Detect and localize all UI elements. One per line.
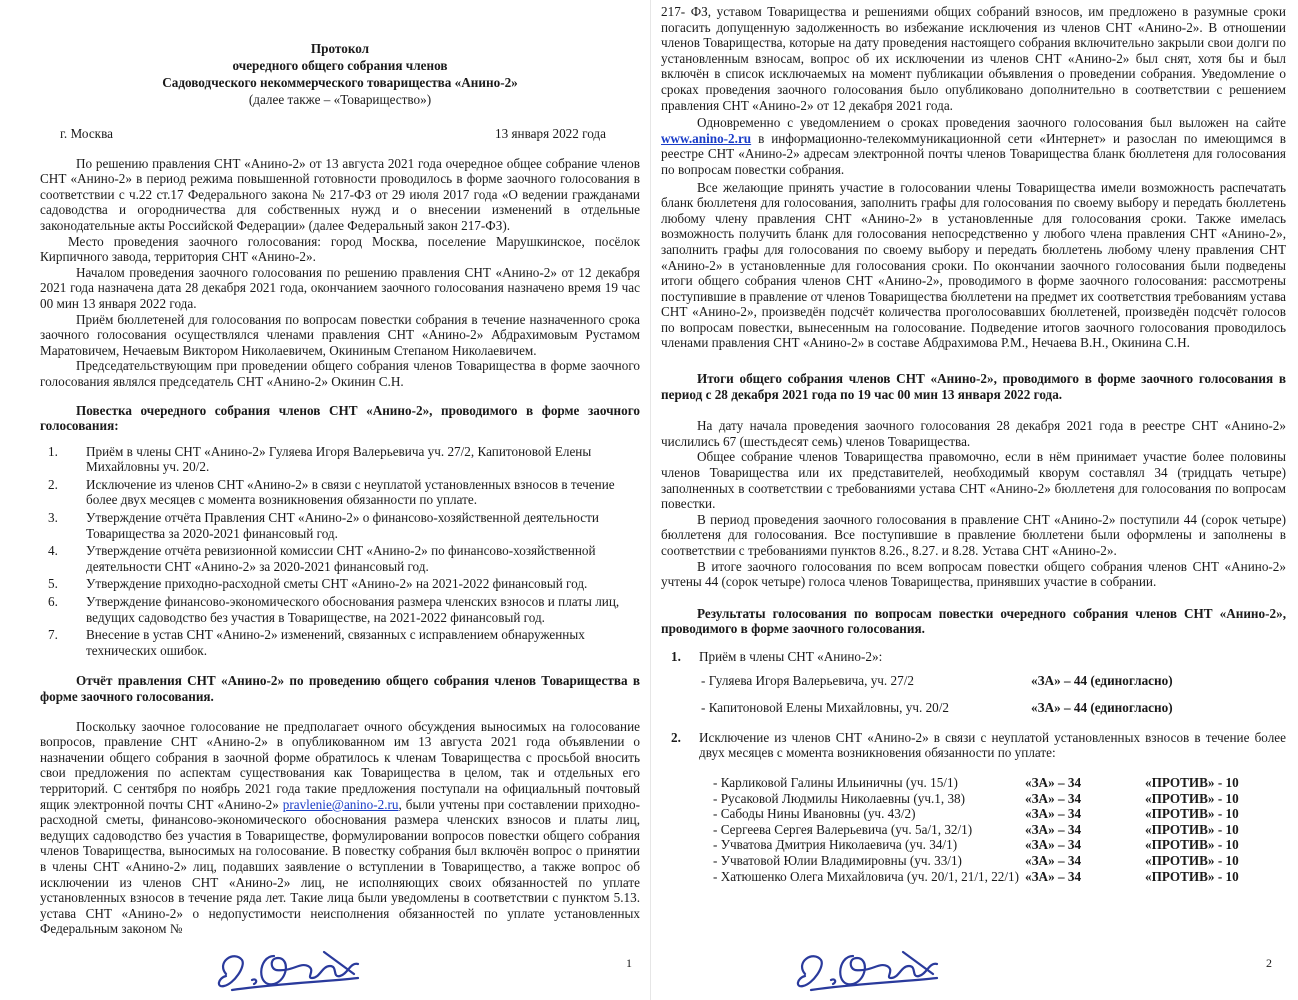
member-name: - Карликовой Галины Ильиничны (уч. 15/1) xyxy=(713,774,958,790)
result-row xyxy=(661,673,1286,689)
member-name: - Русаковой Людмилы Николаевны (уч.1, 38) xyxy=(713,790,966,806)
paragraph-text: в информационно-телекоммуникационной сети «Интернет» и разослан по имеющимся в реестре СНТ «Анино-2» адресам электронной почты членов Товарищества бланк бюллетеня для голосования по вопросам повестки собрания. xyxy=(661,130,1286,177)
member-name: - Гуляева Игоря Валерьевича, уч. 27/2 xyxy=(701,672,914,688)
agenda-item-number: 3. xyxy=(48,510,58,526)
agenda-item-number: 4. xyxy=(48,543,58,559)
result-item-1 xyxy=(661,649,1286,665)
vote-for: «ЗА» – 44 (единогласно) xyxy=(1031,700,1173,716)
results-heading: Итоги общего собрания членов СНТ «Анино-2», проводимого в форме заочного голосования в период с 28 декабря 2021 года по 19 час 00 мин 13 января 2022 года. xyxy=(661,371,1286,402)
title-subtitle: (далее также – «Товарищество») xyxy=(248,92,432,107)
agenda-item-text: Утверждение отчёта ревизионной комиссии СНТ «Анино-2» по финансово-хозяйственной деятельности СНТ «Анино-2» за 2020-2021 финансовый год. xyxy=(86,543,596,574)
email-link[interactable]: pravlenie@anino-2.ru xyxy=(282,796,399,812)
vote-against: «ПРОТИВ» - 10 xyxy=(1145,868,1239,884)
vote-for: «ЗА» – 34 xyxy=(1025,790,1082,806)
signature-image xyxy=(212,944,362,996)
member-name: - Сергеева Сергея Валерьевича (уч. 5а/1, 32/1) xyxy=(713,821,973,837)
agenda-list xyxy=(40,444,640,659)
agenda-item-text: Утверждение приходно-расходной сметы СНТ «Анино-2» на 2021-2022 финансовый год. xyxy=(86,576,588,592)
agenda-item xyxy=(40,594,640,625)
title-line: Протокол xyxy=(310,41,370,56)
paragraph-text: Одновременно с уведомлением о сроках проведения заочного голосования был выложен на сайте xyxy=(697,115,1286,131)
agenda-item-text: Утверждение отчёта Правления СНТ «Анино-2» о финансово-хозяйственной деятельности Товарищества за 2020-2021 финансовый год. xyxy=(86,510,599,541)
vote-for: «ЗА» – 34 xyxy=(1025,821,1082,837)
agenda-item-text: Приём в члены СНТ «Анино-2» Гуляева Игоря Валерьевича уч. 27/2, Капитоновой Елены Михайловны уч. 20/2. xyxy=(86,443,592,475)
agenda-item xyxy=(40,576,640,592)
title-line: очередного общего собрания членов xyxy=(232,58,448,73)
member-name: - Капитоновой Елены Михайловны, уч. 20/2 xyxy=(701,700,950,716)
vote-for: «ЗА» – 44 (единогласно) xyxy=(1031,672,1173,688)
paragraph: Председательствующим при проведении общего собрания членов Товарищества в форме заочного голосования являлся председатель СНТ «Анино-2» Окинин С.Н. xyxy=(40,358,640,389)
paragraph: В итоге заочного голосования по всем вопросам повестки общего собрания членов СНТ «Анино-2» учтены 44 (сорок четыре) голоса членов Товарищества, принявших участие в собрании. xyxy=(661,558,1286,590)
paragraph: 217- ФЗ, уставом Товарищества и решениями общих собраний взносов, им предложено в разумные сроки погасить допущенную задолженность во избежание исключения из членов СНТ «Анино-2». В отношении членов Товарищества, которые на дату проведения настоящего собрания включительно закрыли свои долги по установленным взносам, вопрос об их исключении из членов СНТ «Анино-2» был снят, хотя бы и был включён в список исключаемых на момент публикации объявления о проведении собрания. Уведомление о сроках проведения заочного голосования было опубликовано дополнительно в соответствии с решением правления СНТ «Анино-2» от 12 декабря 2021 года. xyxy=(661,4,1286,113)
agenda-item-number: 5. xyxy=(48,576,58,592)
agenda-item-number: 6. xyxy=(48,594,58,610)
paragraph: В период проведения заочного голосования в правление СНТ «Анино-2» поступили 44 (сорок четыре) бюллетеня для голосования. Все поступившие в правление бюллетени были оформлены и заполнены в соответствии с требованиями пунктов 8.26., 8.27. и 8.28. Устава СНТ «Анино-2». xyxy=(661,511,1286,558)
document-title xyxy=(40,40,640,91)
result-row xyxy=(661,837,1286,853)
agenda-item-number: 7. xyxy=(48,627,58,643)
vote-for: «ЗА» – 34 xyxy=(1025,868,1082,884)
result-item-number: 1. xyxy=(671,648,681,664)
vote-results-heading: Результаты голосования по вопросам повестки очередного собрания членов СНТ «Анино-2», проводимого в форме заочного голосования. xyxy=(661,605,1286,637)
result-row xyxy=(661,822,1286,838)
member-name: - Сабоды Нины Ивановны (уч. 43/2) xyxy=(713,806,916,822)
paragraph: Приём бюллетеней для голосования по вопросам повестки собрания в течение назначенного срока заочного голосования осуществлялся членами правления СНТ «Анино-2» Абдрахимовым Рустамом Маратовичем, Нечаевым Виктором Николаевичем, Окининым Степаном Николаевичем. xyxy=(40,311,640,358)
paragraph: На дату начала проведения заочного голосования 28 декабря 2021 года в реестре СНТ «Анино-2» числились 67 (шестьдесят семь) членов Товарищества. xyxy=(661,418,1286,449)
website-link[interactable]: www.anino-2.ru xyxy=(661,130,752,146)
report-text: Поскольку заочное голосование не предполагает очного обсуждения выносимых на голосование вопросов, правление СНТ «Анино-2» в опубликованном им 13 августа 2021 года объявлении о назначении общего собрания в заочной форме обратилось к членам Товарищества с просьбой вносить свои предложения по аспектам существования как Товарищества в целом, так и отдельных его территорий. С сентября по ноябрь 2021 года такие предложения поступали на официальный почтовый ящик электронной почты СНТ «Анино-2» xyxy=(40,718,640,812)
vote-against: «ПРОТИВ» - 10 xyxy=(1145,790,1239,806)
agenda-item-text: Исключение из членов СНТ «Анино-2» в связи с неуплатой установленных взносов в течение более двух месяцев с момента возникновения обязанности по уплате. xyxy=(86,476,615,508)
vote-against: «ПРОТИВ» - 10 xyxy=(1145,774,1239,790)
result-row xyxy=(661,806,1286,822)
result-row xyxy=(661,700,1286,716)
vote-for: «ЗА» – 34 xyxy=(1025,837,1082,853)
paragraph: Все желающие принять участие в голосовании члены Товарищества имели возможность распечатать бланк бюллетеня для голосования, заполнить графы для голосования по своему выбору и передать бюллетень любому члену правления СНТ «Анино-2» в установленные для голосования сроки. Также имелась возможность получить бланк для голосования непосредственно у любого члена правления СНТ «Анино-2», заполнить графы для голосования по своему выбору и передать бюллетень любому члену правления СНТ «Анино-2» в установленные для голосования сроки. По окончании заочного голосования были подведены итоги общего собрания членов СНТ «Анино-2», проводимого в форме заочного голосования: рассмотрены поступившие в правление от членов Товарищества бюллетени на предмет их соответствия требованиям устава СНТ «Анино-2», произведён подсчёт количества проголосовавших бюллетеней, произведён подсчёт голосов по вопросам повестки, вынесенным на голосование. Подведение итогов заочного голосования проводилось членами правления СНТ «Анино-2» в составе Абдрахимова Р.М., Нечаева В.Н., Окинина С.Н. xyxy=(661,179,1286,351)
paragraph: По решению правления СНТ «Анино-2» от 13 августа 2021 года очередное общее собрание членов СНТ «Анино-2» в период режима повышенной готовности проводилось в форме заочного голосования в соответствии с ч.22 ст.17 Федерального закона № 217-ФЗ от 29 июля 2017 года «О ведении гражданами садоводства и огородничества для собственных нужд и о внесении изменений в отдельные законодательные акты Российской Федерации» (далее Федеральный закон 217-ФЗ). xyxy=(40,155,640,233)
agenda-item-text: Внесение в устав СНТ «Анино-2» изменений, связанных с исправлением обнаруженных технических ошибок. xyxy=(86,627,585,658)
result-item-text: Приём в члены СНТ «Анино-2»: xyxy=(699,648,883,664)
protocol-page-2 xyxy=(650,0,1298,1000)
date: 13 января 2022 года xyxy=(495,126,606,141)
city: г. Москва xyxy=(60,126,113,141)
result-item-text: Исключение из членов СНТ «Анино-2» в связи с неуплатой установленных взносов в течение более двух месяцев с момента возникновения обязанности по уплате: xyxy=(699,729,1286,761)
member-name: - Учватова Дмитрия Николаевича (уч. 34/1) xyxy=(713,837,958,853)
agenda-item xyxy=(40,627,640,658)
agenda-heading: Повестка очередного собрания членов СНТ «Анино-2», проводимого в форме заочного голосования: xyxy=(40,402,640,434)
agenda-item xyxy=(40,444,640,475)
agenda-item xyxy=(40,477,640,508)
vote-against: «ПРОТИВ» - 10 xyxy=(1145,821,1239,837)
agenda-item xyxy=(40,510,640,541)
result-item-2 xyxy=(661,730,1286,761)
result-row xyxy=(661,775,1286,791)
agenda-item-number: 2. xyxy=(48,476,58,492)
city-date-line xyxy=(40,126,640,142)
result-row xyxy=(661,853,1286,869)
agenda-item-text: Утверждение финансово-экономического обоснования размера членских взносов и платы лиц, ведущих садоводство без участия в Товариществе, на 2021-2022 финансовый год. xyxy=(86,594,620,625)
vote-against: «ПРОТИВ» - 10 xyxy=(1145,806,1239,822)
member-name: - Учватовой Юлии Владимировны (уч. 33/1) xyxy=(713,852,962,868)
vote-for: «ЗА» – 34 xyxy=(1025,806,1082,822)
agenda-item xyxy=(40,543,640,574)
paragraph: Место проведения заочного голосования: город Москва, поселение Марушкинское, посёлок Кирпичного завода, территория СНТ «Анино-2». xyxy=(40,233,640,265)
vote-for: «ЗА» – 34 xyxy=(1025,774,1082,790)
report-paragraph xyxy=(40,719,640,937)
vote-against: «ПРОТИВ» - 10 xyxy=(1145,852,1239,868)
result-row xyxy=(661,869,1286,885)
report-heading: Отчёт правления СНТ «Анино-2» по проведению общего собрания членов Товарищества в форме заочного голосования. xyxy=(40,673,640,704)
paragraph: Началом проведения заочного голосования по решению правления СНТ «Анино-2» от 12 декабря 2021 года назначена дата 28 декабря 2021 года, окончанием заочного голосования назначено время 19 час 00 мин 13 января 2022 года. xyxy=(40,264,640,311)
result-item-number: 2. xyxy=(671,729,681,745)
report-text: , были учтены при составлении приходно-расходной сметы, финансово-экономического обоснования размера членских взносов и платы лиц, ведущих садоводство без участия в Товариществе, формулировании вопросов повестки общего собрания членов Товарищества, выносимых на голосование. В повестку собрания был включён вопрос о принятии в члены СНТ «Анино-2» лиц, подавших заявление о вступлении в Товарищество, а также вопрос об исключении из членов СНТ «Анино-2» лиц, не исполняющих своих обязанностей по уплате установленных взносов в течение ряда лет. Такие лица были уведомлены в соответствии с пунктом 5.13. устава СНТ «Анино-2» о недопустимости неисполнения обязанностей по уплате установленных Федеральным законом № xyxy=(40,796,640,937)
page-number: 2 xyxy=(1266,956,1272,971)
signature-image xyxy=(791,944,941,996)
member-name: - Хатюшенко Олега Михайловича (уч. 20/1, 21/1, 22/1) xyxy=(713,868,1020,884)
page-number: 1 xyxy=(626,956,632,971)
title-line: Садоводческого некоммерческого товарищества «Анино-2» xyxy=(162,75,518,90)
website-paragraph xyxy=(661,115,1286,177)
vote-against: «ПРОТИВ» - 10 xyxy=(1145,837,1239,853)
result-row xyxy=(661,791,1286,807)
vote-for: «ЗА» – 34 xyxy=(1025,852,1082,868)
agenda-item-number: 1. xyxy=(48,443,58,459)
paragraph: Общее собрание членов Товарищества правомочно, если в нём принимает участие более половины членов Товарищества или их представителей, необходимый кворум составлял 34 (тридцать четыре) заполненных в соответствии с требованиями устава СНТ «Анино-2» бюллетеня для голосования по вопросам повестки. xyxy=(661,449,1286,512)
